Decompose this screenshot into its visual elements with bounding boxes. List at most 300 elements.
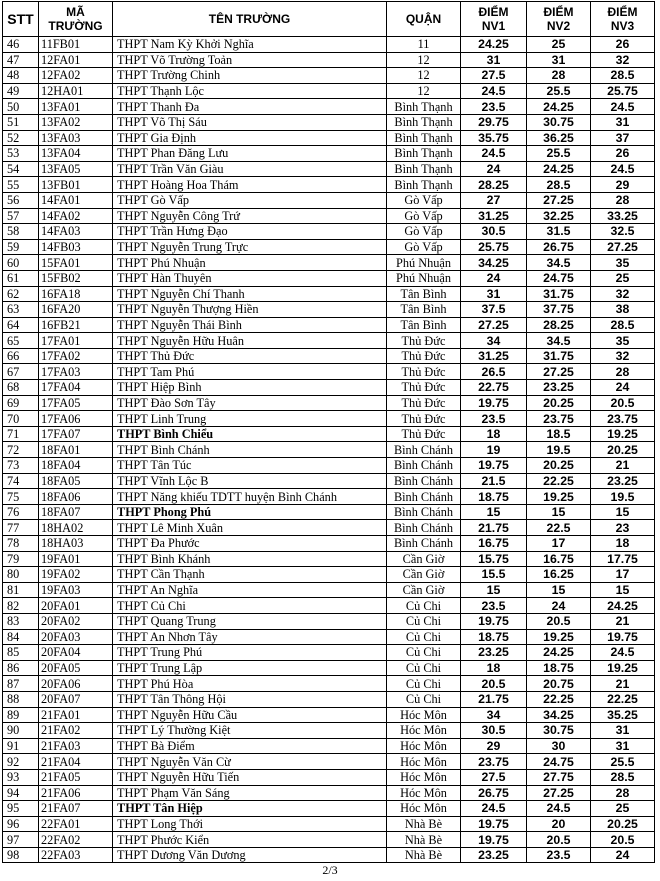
score-nv2: 18.75 — [527, 660, 591, 676]
row-number: 87 — [3, 676, 39, 692]
school-name: THPT Bình Khánh — [113, 551, 387, 567]
score-nv2: 23.5 — [527, 847, 591, 863]
school-name: THPT Võ Trường Toản — [113, 52, 387, 68]
table-row — [3, 629, 655, 645]
school-code: 13FA04 — [39, 146, 113, 162]
score-nv3: 17 — [591, 567, 655, 583]
score-nv3: 26 — [591, 146, 655, 162]
score-nv1: 30.5 — [461, 224, 527, 240]
score-nv1: 21.75 — [461, 520, 527, 536]
score-nv2: 31 — [527, 52, 591, 68]
score-nv3: 22.25 — [591, 691, 655, 707]
row-number: 83 — [3, 613, 39, 629]
score-nv3: 24.5 — [591, 99, 655, 115]
table-row — [3, 598, 655, 614]
score-nv3: 25 — [591, 801, 655, 817]
score-nv2: 20 — [527, 816, 591, 832]
table-row — [3, 161, 655, 177]
row-number: 61 — [3, 270, 39, 286]
table-row — [3, 458, 655, 474]
score-nv3: 29 — [591, 177, 655, 193]
score-nv2: 34.25 — [527, 707, 591, 723]
score-nv1: 15 — [461, 582, 527, 598]
school-code: 20FA04 — [39, 645, 113, 661]
score-nv2: 15 — [527, 504, 591, 520]
score-nv2: 27.75 — [527, 769, 591, 785]
row-number: 98 — [3, 847, 39, 863]
row-number: 96 — [3, 816, 39, 832]
score-nv3: 20.5 — [591, 395, 655, 411]
score-nv3: 38 — [591, 302, 655, 318]
score-nv1: 34 — [461, 707, 527, 723]
table-row — [3, 224, 655, 240]
row-number: 55 — [3, 177, 39, 193]
table-header — [3, 2, 655, 37]
score-nv1: 37.5 — [461, 302, 527, 318]
row-number: 65 — [3, 333, 39, 349]
school-code: 22FA03 — [39, 847, 113, 863]
score-nv3: 17.75 — [591, 551, 655, 567]
table-row — [3, 317, 655, 333]
admission-scores-table — [2, 1, 655, 863]
score-nv2: 32.25 — [527, 208, 591, 224]
row-number: 81 — [3, 582, 39, 598]
score-nv1: 30.5 — [461, 723, 527, 739]
score-nv1: 15.5 — [461, 567, 527, 583]
score-nv3: 28.5 — [591, 769, 655, 785]
table-row — [3, 645, 655, 661]
score-nv2: 31.75 — [527, 286, 591, 302]
school-name: THPT Nguyễn Hữu Huân — [113, 333, 387, 349]
school-code: 13FA03 — [39, 130, 113, 146]
table-row — [3, 801, 655, 817]
school-code: 22FA02 — [39, 832, 113, 848]
school-name: THPT Nguyễn Văn Cừ — [113, 754, 387, 770]
table-row — [3, 504, 655, 520]
school-name: THPT Võ Thị Sáu — [113, 114, 387, 130]
score-nv3: 19.25 — [591, 660, 655, 676]
district: 12 — [387, 52, 461, 68]
school-code: 22FA01 — [39, 816, 113, 832]
score-nv1: 24.5 — [461, 801, 527, 817]
score-nv2: 20.25 — [527, 395, 591, 411]
row-number: 58 — [3, 224, 39, 240]
school-name: THPT Quang Trung — [113, 613, 387, 629]
district: Củ Chi — [387, 645, 461, 661]
score-nv3: 28.5 — [591, 68, 655, 84]
score-nv2: 18.5 — [527, 426, 591, 442]
district: 12 — [387, 68, 461, 84]
score-nv2: 20.25 — [527, 458, 591, 474]
score-nv1: 27.5 — [461, 68, 527, 84]
table-row — [3, 177, 655, 193]
score-nv1: 23.5 — [461, 411, 527, 427]
score-nv1: 23.25 — [461, 847, 527, 863]
table-row — [3, 364, 655, 380]
table-row — [3, 691, 655, 707]
score-nv3: 24.25 — [591, 598, 655, 614]
score-nv2: 28.5 — [527, 177, 591, 193]
row-number: 78 — [3, 536, 39, 552]
school-name: THPT Hàn Thuyên — [113, 270, 387, 286]
table-row — [3, 567, 655, 583]
school-code: 13FA01 — [39, 99, 113, 115]
score-nv1: 19.75 — [461, 458, 527, 474]
school-code: 21FA06 — [39, 785, 113, 801]
table-row — [3, 442, 655, 458]
score-nv2: 17 — [527, 536, 591, 552]
score-nv2: 28 — [527, 68, 591, 84]
score-nv3: 24 — [591, 847, 655, 863]
row-number: 63 — [3, 302, 39, 318]
table-row — [3, 613, 655, 629]
school-name: THPT Trần Văn Giàu — [113, 161, 387, 177]
school-code: 18HA03 — [39, 536, 113, 552]
score-nv1: 29.75 — [461, 114, 527, 130]
school-name: THPT Phước Kiển — [113, 832, 387, 848]
table-row — [3, 489, 655, 505]
score-nv3: 37 — [591, 130, 655, 146]
school-name: THPT Phú Hòa — [113, 676, 387, 692]
district: Hóc Môn — [387, 738, 461, 754]
score-nv3: 19.25 — [591, 426, 655, 442]
district: Bình Chánh — [387, 442, 461, 458]
table-row — [3, 130, 655, 146]
score-nv3: 15 — [591, 504, 655, 520]
school-name: THPT Cần Thạnh — [113, 567, 387, 583]
school-code: 20FA03 — [39, 629, 113, 645]
school-code: 17FA03 — [39, 364, 113, 380]
school-name: THPT Nguyễn Chí Thanh — [113, 286, 387, 302]
table-row — [3, 333, 655, 349]
score-nv1: 18 — [461, 426, 527, 442]
district: Bình Thạnh — [387, 161, 461, 177]
score-nv2: 24.75 — [527, 270, 591, 286]
district: Phú Nhuận — [387, 255, 461, 271]
score-nv2: 19.25 — [527, 489, 591, 505]
school-name: THPT Thạnh Lộc — [113, 83, 387, 99]
school-code: 19FA01 — [39, 551, 113, 567]
district: Gò Vấp — [387, 224, 461, 240]
table-row — [3, 99, 655, 115]
school-code: 20FA05 — [39, 660, 113, 676]
table-row — [3, 270, 655, 286]
row-number: 70 — [3, 411, 39, 427]
score-nv2: 24 — [527, 598, 591, 614]
score-nv2: 30.75 — [527, 114, 591, 130]
school-name: THPT Tân Thông Hội — [113, 691, 387, 707]
score-nv3: 25 — [591, 270, 655, 286]
district: Bình Thạnh — [387, 146, 461, 162]
school-name: THPT Thanh Đa — [113, 99, 387, 115]
district: Củ Chi — [387, 691, 461, 707]
header-stt: STT — [3, 2, 39, 37]
school-name: THPT Đào Sơn Tây — [113, 395, 387, 411]
school-code: 12HA01 — [39, 83, 113, 99]
school-code: 18FA06 — [39, 489, 113, 505]
score-nv2: 27.25 — [527, 785, 591, 801]
score-nv1: 34.25 — [461, 255, 527, 271]
school-code: 17FA04 — [39, 380, 113, 396]
score-nv1: 15.75 — [461, 551, 527, 567]
row-number: 71 — [3, 426, 39, 442]
score-nv3: 31 — [591, 114, 655, 130]
header-district: QUẬN — [387, 2, 461, 37]
row-number: 54 — [3, 161, 39, 177]
district: Thủ Đức — [387, 426, 461, 442]
school-name: THPT Phong Phú — [113, 504, 387, 520]
school-code: 21FA07 — [39, 801, 113, 817]
score-nv3: 15 — [591, 582, 655, 598]
school-name: THPT Lê Minh Xuân — [113, 520, 387, 536]
school-name: THPT Trường Chinh — [113, 68, 387, 84]
school-name: THPT Trung Phú — [113, 645, 387, 661]
score-nv1: 21.75 — [461, 691, 527, 707]
table-row — [3, 754, 655, 770]
score-nv1: 16.75 — [461, 536, 527, 552]
table-row — [3, 395, 655, 411]
score-nv3: 25.5 — [591, 754, 655, 770]
score-nv3: 19.75 — [591, 629, 655, 645]
score-nv2: 27.25 — [527, 192, 591, 208]
score-nv1: 24 — [461, 161, 527, 177]
score-nv1: 19.75 — [461, 395, 527, 411]
score-nv2: 20.5 — [527, 832, 591, 848]
district: Bình Chánh — [387, 489, 461, 505]
score-nv2: 24.75 — [527, 754, 591, 770]
score-nv2: 22.25 — [527, 473, 591, 489]
score-nv2: 24.25 — [527, 161, 591, 177]
school-code: 16FA18 — [39, 286, 113, 302]
school-code: 16FB21 — [39, 317, 113, 333]
district: Thủ Đức — [387, 348, 461, 364]
school-name: THPT Trung Lập — [113, 660, 387, 676]
school-name: THPT Nguyễn Trung Trực — [113, 239, 387, 255]
table-row — [3, 847, 655, 863]
district: Hóc Môn — [387, 723, 461, 739]
district: Thủ Đức — [387, 333, 461, 349]
page-number: 2/3 — [322, 863, 338, 877]
table-row — [3, 816, 655, 832]
school-code: 18FA04 — [39, 458, 113, 474]
score-nv2: 30.75 — [527, 723, 591, 739]
score-nv3: 32.5 — [591, 224, 655, 240]
table-row — [3, 83, 655, 99]
school-name: THPT Vĩnh Lộc B — [113, 473, 387, 489]
row-number: 68 — [3, 380, 39, 396]
row-number: 73 — [3, 458, 39, 474]
row-number: 90 — [3, 723, 39, 739]
district: Nhà Bè — [387, 832, 461, 848]
row-number: 59 — [3, 239, 39, 255]
school-name: THPT Tam Phú — [113, 364, 387, 380]
table-row — [3, 769, 655, 785]
school-code: 18FA05 — [39, 473, 113, 489]
score-nv2: 27.25 — [527, 364, 591, 380]
row-number: 51 — [3, 114, 39, 130]
table-row — [3, 723, 655, 739]
district: Bình Thạnh — [387, 130, 461, 146]
score-nv3: 23.25 — [591, 473, 655, 489]
table-row — [3, 114, 655, 130]
score-nv2: 23.75 — [527, 411, 591, 427]
district: Hóc Môn — [387, 707, 461, 723]
row-number: 86 — [3, 660, 39, 676]
score-nv2: 24.5 — [527, 801, 591, 817]
score-nv2: 30 — [527, 738, 591, 754]
school-code: 21FA02 — [39, 723, 113, 739]
score-nv2: 22.25 — [527, 691, 591, 707]
school-code: 13FA02 — [39, 114, 113, 130]
school-name: THPT Lý Thường Kiệt — [113, 723, 387, 739]
score-nv3: 20.25 — [591, 816, 655, 832]
header-row — [3, 2, 655, 37]
district: Củ Chi — [387, 629, 461, 645]
district: Thủ Đức — [387, 411, 461, 427]
school-name: THPT Bà Điểm — [113, 738, 387, 754]
school-name: THPT An Nghĩa — [113, 582, 387, 598]
score-nv2: 15 — [527, 582, 591, 598]
district: Bình Chánh — [387, 520, 461, 536]
score-nv3: 25.75 — [591, 83, 655, 99]
row-number: 88 — [3, 691, 39, 707]
district: Gò Vấp — [387, 239, 461, 255]
school-code: 12FA01 — [39, 52, 113, 68]
score-nv3: 28 — [591, 364, 655, 380]
score-nv3: 24 — [591, 380, 655, 396]
score-nv2: 28.25 — [527, 317, 591, 333]
school-name: THPT Long Thới — [113, 816, 387, 832]
table-row — [3, 426, 655, 442]
score-nv3: 35 — [591, 333, 655, 349]
score-nv3: 32 — [591, 52, 655, 68]
school-code: 14FA03 — [39, 224, 113, 240]
school-name: THPT Nguyễn Công Trứ — [113, 208, 387, 224]
row-number: 60 — [3, 255, 39, 271]
score-nv3: 21 — [591, 458, 655, 474]
score-nv1: 27 — [461, 192, 527, 208]
school-code: 17FA07 — [39, 426, 113, 442]
score-nv3: 31 — [591, 723, 655, 739]
score-nv1: 24 — [461, 270, 527, 286]
row-number: 49 — [3, 83, 39, 99]
score-nv3: 21 — [591, 613, 655, 629]
school-name: THPT Nguyễn Hữu Cầu — [113, 707, 387, 723]
district: Tân Bình — [387, 317, 461, 333]
table-row — [3, 255, 655, 271]
district: Tân Bình — [387, 286, 461, 302]
district: Thủ Đức — [387, 395, 461, 411]
school-code: 17FA02 — [39, 348, 113, 364]
school-code: 16FA20 — [39, 302, 113, 318]
school-name: THPT Tân Túc — [113, 458, 387, 474]
row-number: 64 — [3, 317, 39, 333]
district: Cần Giờ — [387, 551, 461, 567]
table-row — [3, 832, 655, 848]
school-name: THPT An Nhơn Tây — [113, 629, 387, 645]
score-nv1: 35.75 — [461, 130, 527, 146]
row-number: 69 — [3, 395, 39, 411]
district: Bình Chánh — [387, 458, 461, 474]
school-code: 19FA02 — [39, 567, 113, 583]
school-code: 21FA05 — [39, 769, 113, 785]
score-nv2: 19.25 — [527, 629, 591, 645]
score-nv1: 20.5 — [461, 676, 527, 692]
school-name: THPT Phú Nhuận — [113, 255, 387, 271]
school-name: THPT Gò Vấp — [113, 192, 387, 208]
table-body — [3, 37, 655, 863]
table-row — [3, 551, 655, 567]
score-nv3: 35 — [591, 255, 655, 271]
score-nv1: 23.25 — [461, 645, 527, 661]
district: Bình Thạnh — [387, 114, 461, 130]
score-nv1: 18 — [461, 660, 527, 676]
row-number: 74 — [3, 473, 39, 489]
score-nv2: 24.25 — [527, 645, 591, 661]
table-row — [3, 520, 655, 536]
score-nv2: 24.25 — [527, 99, 591, 115]
score-nv2: 16.25 — [527, 567, 591, 583]
row-number: 89 — [3, 707, 39, 723]
score-nv3: 19.5 — [591, 489, 655, 505]
school-name: THPT Năng khiếu TDTT huyện Bình Chánh — [113, 489, 387, 505]
table-row — [3, 660, 655, 676]
score-nv1: 29 — [461, 738, 527, 754]
score-nv1: 23.75 — [461, 754, 527, 770]
score-nv2: 20.75 — [527, 676, 591, 692]
school-name: THPT Bình Chánh — [113, 442, 387, 458]
row-number: 92 — [3, 754, 39, 770]
score-nv1: 31 — [461, 286, 527, 302]
header-score-nv2: ĐIỂM NV2 — [527, 2, 591, 37]
score-nv3: 26 — [591, 37, 655, 53]
score-nv1: 18.75 — [461, 629, 527, 645]
school-code: 17FA06 — [39, 411, 113, 427]
school-code: 17FA01 — [39, 333, 113, 349]
table-row — [3, 146, 655, 162]
score-nv1: 19 — [461, 442, 527, 458]
row-number: 67 — [3, 364, 39, 380]
district: Phú Nhuận — [387, 270, 461, 286]
row-number: 47 — [3, 52, 39, 68]
table-row — [3, 286, 655, 302]
score-nv1: 15 — [461, 504, 527, 520]
header-school-code: MÃ TRƯỜNG — [39, 2, 113, 37]
school-code: 15FA01 — [39, 255, 113, 271]
school-name: THPT Tân Hiệp — [113, 801, 387, 817]
header-score-nv3: ĐIỂM NV3 — [591, 2, 655, 37]
score-nv1: 19.75 — [461, 816, 527, 832]
school-code: 20FA01 — [39, 598, 113, 614]
school-code: 13FA05 — [39, 161, 113, 177]
score-nv2: 20.5 — [527, 613, 591, 629]
score-nv1: 24.5 — [461, 146, 527, 162]
header-score-nv1: ĐIỂM NV1 — [461, 2, 527, 37]
score-nv1: 19.75 — [461, 832, 527, 848]
score-nv1: 26.75 — [461, 785, 527, 801]
score-nv2: 23.25 — [527, 380, 591, 396]
row-number: 95 — [3, 801, 39, 817]
school-name: THPT Nguyễn Thượng Hiền — [113, 302, 387, 318]
school-name: THPT Linh Trung — [113, 411, 387, 427]
row-number: 79 — [3, 551, 39, 567]
score-nv1: 19.75 — [461, 613, 527, 629]
score-nv2: 31.75 — [527, 348, 591, 364]
district: Nhà Bè — [387, 847, 461, 863]
district: Hóc Môn — [387, 754, 461, 770]
table-row — [3, 192, 655, 208]
district: Cần Giờ — [387, 567, 461, 583]
